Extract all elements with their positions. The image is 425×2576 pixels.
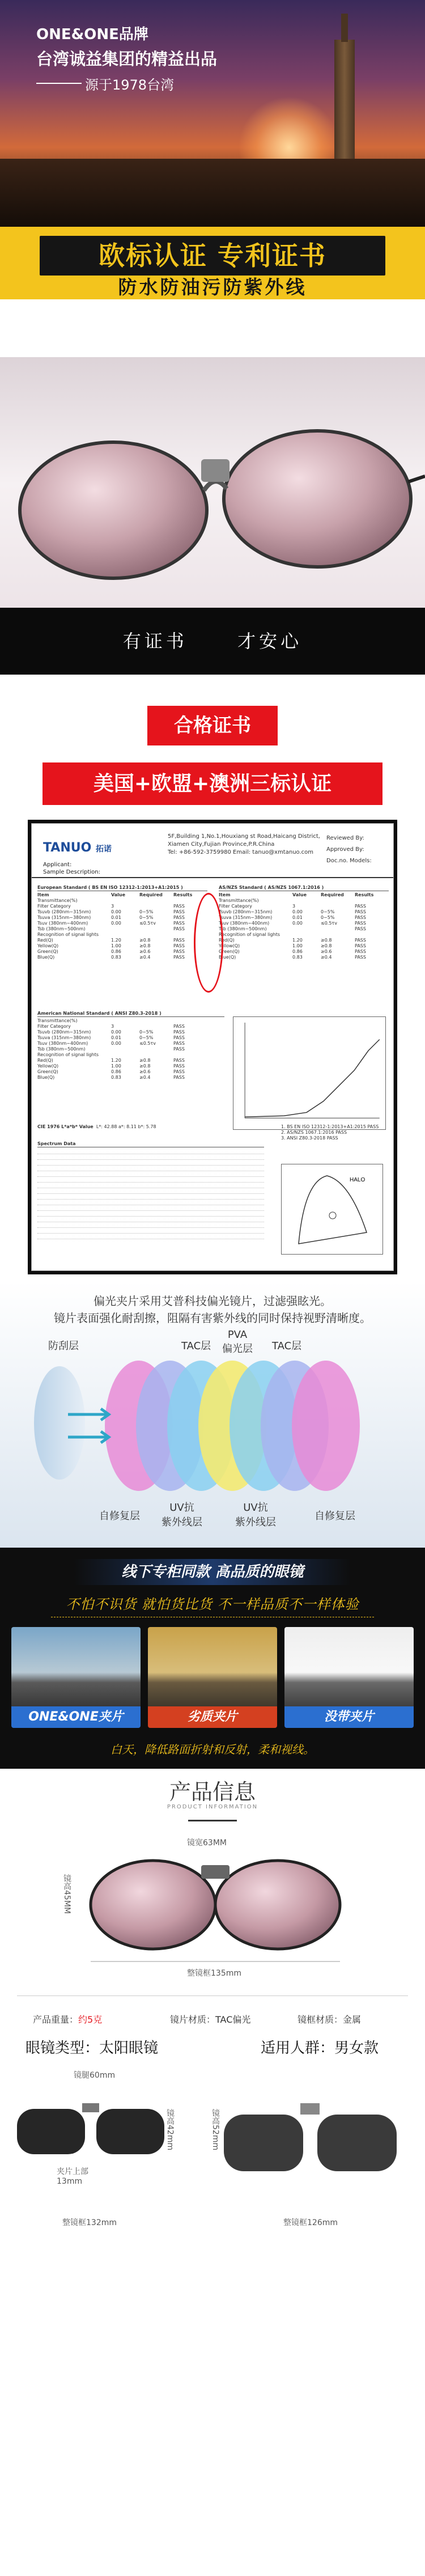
- company-address: 5F,Building 1,No.1,Houxiang st Road,Haicang District, Xiamen City,Fujian Province,P.R.China Tel: +86-592-3759980 Email: tanuo@xmtanuo.com: [168, 833, 320, 855]
- report-cell: 1.00: [111, 943, 121, 948]
- report-row: [219, 915, 389, 921]
- report-row: [37, 932, 207, 938]
- report-cell: 0~5%: [321, 909, 335, 914]
- report-cell: Tsb (380nm~500nm): [37, 926, 86, 931]
- banner-title: 欧标认证 专利证书: [98, 240, 326, 271]
- compare-card-none: [284, 1627, 414, 1728]
- report-cell: 0.00: [292, 921, 303, 926]
- report-cell: PASS: [173, 904, 185, 909]
- report-cell: PASS: [173, 1046, 185, 1052]
- spectrum-row: [37, 1166, 264, 1171]
- brand-line: ONE&ONE品牌: [36, 26, 148, 43]
- report-cell: ≤0.5τv: [139, 1041, 156, 1046]
- dim-lens-width: 镜宽63MM: [187, 1838, 227, 1848]
- report-cell: 0.01: [111, 1035, 121, 1040]
- compare-card-inferior: [148, 1627, 277, 1728]
- report-row: [37, 915, 207, 921]
- glasses-type: 眼镜类型：太阳眼镜: [26, 2040, 159, 2057]
- report-cell: [139, 1024, 173, 1029]
- spectrum-row: [37, 1228, 264, 1234]
- report-cell: Tsuvb (280nm~315nm): [37, 1029, 91, 1035]
- banner-subtitle: 防水防油污防紫外线: [118, 276, 307, 298]
- hero-banner: [0, 0, 425, 227]
- report-cell: PASS: [355, 943, 366, 948]
- test-report-document: [31, 823, 394, 1271]
- spectrum-row: [37, 1217, 264, 1222]
- dim-clip-top: 夹片上部 13mm: [57, 2167, 88, 2186]
- report-row: [37, 1046, 224, 1052]
- report-cell: Blue(Q): [37, 955, 55, 960]
- spectrum-row: [37, 1177, 264, 1183]
- report-cell: Red(Q): [37, 938, 53, 943]
- dim-frame-left: 整镜框132mm: [62, 2218, 117, 2227]
- hero-origin: 源于1978台湾: [85, 77, 175, 93]
- light-arrows-icon: [68, 1406, 119, 1446]
- report-cell: Red(Q): [219, 938, 235, 943]
- report-cell: [139, 1046, 173, 1052]
- report-cell: ≥0.8: [139, 1058, 151, 1063]
- report-row: [219, 932, 389, 938]
- report-cell: Transmittance(%): [37, 898, 78, 903]
- report-cell: [139, 926, 173, 932]
- report-cell: PASS: [173, 938, 185, 943]
- report-cell: Yellow(Q): [37, 1064, 59, 1069]
- report-cell: Filter Category: [37, 904, 71, 909]
- report-cell: 0~5%: [321, 915, 335, 920]
- spectrum-row: [37, 1211, 264, 1217]
- origin-divider: [36, 83, 82, 84]
- report-cell: [321, 932, 355, 938]
- report-cell: PASS: [355, 921, 366, 926]
- report-cell: Tsuvb (280nm~315nm): [37, 909, 91, 914]
- report-row: [219, 938, 389, 943]
- report-cell: [111, 1046, 139, 1052]
- eu-rows: [37, 898, 207, 960]
- spectrum-row: [37, 1222, 264, 1228]
- report-cell: PASS: [173, 1024, 185, 1029]
- layers-description: 偏光夹片采用艾普科技偏光镜片，过滤强眩光。 镜片表面强化耐刮擦，阻隔有害紫外线的同时保持视野清晰度。: [54, 1294, 371, 1325]
- standards-banner: 美国+欧盟+澳洲三标认证: [93, 772, 332, 795]
- report-cell: ≥0.8: [139, 943, 151, 948]
- dim-full-frame: 整镜框135mm: [187, 1969, 241, 1978]
- photo-caption: [0, 608, 425, 675]
- spectrum-table: Spectrum Data: [37, 1141, 264, 1239]
- spectrum-row: [37, 1234, 264, 1239]
- cie-diagram: [281, 1164, 383, 1255]
- compare-card-oneone: [11, 1627, 141, 1728]
- frame-material: 镜框材质：金属: [298, 2014, 362, 2025]
- report-cell: 0.86: [111, 1069, 121, 1074]
- compare-title: 线下专柜同款 高品质的眼镜: [74, 1559, 351, 1585]
- label-tac-2: TAC层: [272, 1340, 302, 1352]
- report-cell: PASS: [355, 949, 366, 954]
- lens-layers-section: [0, 1281, 425, 1548]
- report-row: [37, 904, 207, 909]
- report-cell: PASS: [173, 921, 185, 926]
- report-cell: Transmittance(%): [219, 898, 259, 903]
- report-row: [37, 1018, 224, 1024]
- title-underline: [188, 1820, 237, 1821]
- report-cell: [292, 932, 321, 938]
- report-cell: 1.20: [292, 938, 303, 943]
- report-cell: 3: [111, 1024, 114, 1029]
- report-cell: PASS: [173, 1069, 185, 1074]
- report-cell: 0.01: [292, 915, 303, 920]
- self-repair-layer-2: [292, 1361, 360, 1491]
- report-row: [37, 1041, 224, 1046]
- report-cell: ≥0.8: [321, 943, 332, 948]
- compare-subtitle: 不怕不识货 就怕货比货 不一样品质不一样体验: [66, 1596, 359, 1612]
- report-cell: 0.83: [111, 1075, 121, 1080]
- report-cell: Tsuva (315nm~380nm): [37, 1035, 91, 1040]
- report-cell: ≥0.4: [139, 955, 151, 960]
- report-cell: Blue(Q): [37, 1075, 55, 1080]
- front-view-sunglasses-image: [79, 1854, 351, 1967]
- report-row: [37, 1069, 224, 1075]
- label-self-repair-1: 自修复层: [99, 1510, 140, 1522]
- report-cell: 0.86: [292, 949, 303, 954]
- report-cell: [355, 898, 383, 904]
- standard-list: 1. BS EN ISO 12312-1:2013+A1:2015 PASS 2. AS/NZS 1067.1:2016 PASS 3. ANSI Z80.3-2018 PASS: [281, 1124, 379, 1141]
- report-cell: PASS: [355, 904, 366, 909]
- spectrum-row: [37, 1200, 264, 1205]
- cert-banner: [0, 227, 425, 357]
- company-logo: TANUO 拓诺: [43, 841, 112, 855]
- product-photo: [0, 357, 425, 675]
- report-cell: Filter Category: [219, 904, 252, 909]
- report-cell: Recognition of signal lights: [37, 932, 99, 937]
- report-cell: ≥0.8: [139, 1064, 151, 1069]
- report-cell: Tsuv (380nm~400nm): [219, 921, 270, 926]
- report-cell: PASS: [173, 955, 185, 960]
- report-cell: Green(Q): [219, 949, 240, 954]
- label-tac-1: TAC层: [181, 1340, 211, 1352]
- report-cell: ≥0.6: [321, 949, 332, 954]
- target-audience: 适用人群：男女款: [261, 2040, 379, 2057]
- report-cell: PASS: [173, 943, 185, 948]
- product-info-subtitle: PRODUCT INFORMATION: [167, 1804, 258, 1810]
- label-self-repair-2: 自修复层: [314, 1510, 355, 1522]
- product-info-title: 产品信息: [169, 1780, 256, 1804]
- report-cell: PASS: [173, 1035, 185, 1040]
- cie-line: CIE 1976 L*a*b* Value L*: 42.88 a*: 8.11 b*: 5.78: [37, 1124, 156, 1129]
- report-cell: PASS: [355, 955, 366, 960]
- report-cell: 0.00: [111, 1029, 121, 1035]
- city-skyline: [0, 159, 425, 227]
- report-cell: PASS: [173, 949, 185, 954]
- caption-right: 才安心: [237, 630, 303, 652]
- report-cell: Tsb (380nm~500nm): [37, 1046, 86, 1052]
- report-cell: Tsuvb (280nm~315nm): [219, 909, 273, 914]
- report-cell: PASS: [173, 1041, 185, 1046]
- report-cell: [111, 898, 139, 904]
- report-cell: [321, 926, 355, 932]
- applicant-block: Applicant: Sample Description:: [43, 862, 100, 875]
- spectrum-row: [37, 1160, 264, 1166]
- eu-standard-table: European Standard ( BS EN ISO 12312-1:2013+A1:2015 ) Item Value Required Results Transmittance(%) Filter Category 3 PASS Tsuvb (280nm~315nm) 0.00 0~5% PASS Tsuva (315nm~380nm) 0.01 0~5% PASS Tsuv (380nm~400nm) 0.00 ≤0.5τv PASS Tsb (380nm~500nm) PASS Recognition of signal lights Red(Q) 1.20 ≥0.8 PASS Yellow(Q) 1.00 ≥0.8 PASS Green(Q) 0.86 ≥0.6 PASS Blue(Q) 0.83 ≥0.4 PASS: [37, 885, 207, 960]
- report-cell: [139, 904, 173, 909]
- spectrum-row: [37, 1205, 264, 1211]
- report-cell: ≤0.5τv: [139, 921, 156, 926]
- report-cell: [139, 932, 173, 938]
- compare-label-inferior: 劣质夹片: [148, 1706, 277, 1728]
- report-cell: PASS: [173, 1058, 185, 1063]
- report-row: [37, 1064, 224, 1069]
- report-cell: 0.00: [111, 921, 121, 926]
- report-cell: ≥0.4: [139, 1075, 151, 1080]
- report-cell: [111, 932, 139, 938]
- approval-block: Reviewed By: Approved By: Doc.no. Models:: [326, 835, 372, 864]
- compare-label-oneone: ONE&ONE夹片: [11, 1706, 141, 1728]
- report-header: [32, 824, 393, 878]
- report-cell: 0~5%: [139, 1035, 154, 1040]
- certificate-section: [0, 675, 425, 1281]
- report-cell: [139, 898, 173, 904]
- report-cell: ≥0.8: [321, 938, 332, 943]
- report-row: [37, 926, 207, 932]
- dim-lens-height-left: 镜高42mm: [165, 2109, 175, 2151]
- report-cell: 0.00: [292, 909, 303, 914]
- report-cell: [111, 1018, 139, 1024]
- report-cell: Tsuv (380nm~400nm): [37, 1041, 88, 1046]
- dim-lens-height: 镜高45MM: [62, 1874, 71, 1914]
- report-row: [37, 1035, 224, 1041]
- report-cell: Recognition of signal lights: [219, 932, 280, 937]
- dim-temple: 镜腿60mm: [74, 2071, 116, 2080]
- report-cell: Yellow(Q): [37, 943, 59, 948]
- us-standard-table: American National Standard ( ANSI Z80.3-2018 ) Transmittance(%) Filter Category 3 PASS Tsuvb (280nm~315nm) 0.00 0~5% PASS Tsuva (315nm~380nm) 0.01 0~5% PASS Tsuv (380nm~400nm) 0.00 ≤0.5τv PASS Tsb (380nm~500nm) PASS Recognition of signal lights Red(Q) 1.20 ≥0.8 PASS Yellow(Q) 1.00 ≥0.8 PASS Green(Q) 0.86 ≥0.6 PASS Blue(Q) 0.83 ≥0.4 PASS: [37, 1011, 224, 1081]
- report-row: [219, 921, 389, 926]
- report-row: [37, 943, 207, 949]
- report-row: [219, 904, 389, 909]
- report-cell: 3: [111, 904, 114, 909]
- report-cell: [111, 1052, 139, 1058]
- report-row: [37, 949, 207, 955]
- spectrum-row: [37, 1194, 264, 1200]
- report-cell: Tsuv (380nm~400nm): [37, 921, 88, 926]
- cert-badge: 合格证书: [174, 714, 251, 737]
- report-cell: ≥0.8: [139, 938, 151, 943]
- report-row: [219, 898, 389, 904]
- spectrum-row: [37, 1188, 264, 1194]
- report-cell: Filter Category: [37, 1024, 71, 1029]
- report-cell: Tsb (380nm~500nm): [219, 926, 267, 931]
- product-info-section: [0, 1769, 425, 2236]
- caption-left: 有证书: [122, 630, 188, 652]
- spectrum-grid: [37, 1149, 264, 1239]
- halo-label: HALO: [350, 1177, 366, 1183]
- report-cell: 0~5%: [139, 1029, 154, 1035]
- compare-label-none: 没带夹片: [284, 1706, 414, 1728]
- report-row: [219, 949, 389, 955]
- report-cell: PASS: [355, 926, 366, 931]
- report-cell: 0~5%: [139, 915, 154, 920]
- report-cell: Tsuva (315nm~380nm): [37, 915, 91, 920]
- report-row: [37, 1052, 224, 1058]
- transmittance-graph: [233, 1016, 386, 1130]
- report-cell: PASS: [173, 915, 185, 920]
- report-cell: 1.00: [292, 943, 303, 948]
- dim-frame-right: 整镜框126mm: [283, 2218, 338, 2227]
- report-cell: Green(Q): [37, 1069, 58, 1074]
- au-standard-table: AS/NZS Standard ( AS/NZS 1067.1:2016 ) Item Value Required Results Transmittance(%) Filter Category 3 PASS Tsuvb (280nm~315nm) 0.00 0~5% PASS Tsuva (315nm~380nm) 0.01 0~5% PASS Tsuv (380nm~400nm) 0.00 ≤0.5τv PASS Tsb (380nm~500nm) PASS Recognition of signal lights Red(Q) 1.20 ≥0.8 PASS Yellow(Q) 1.00 ≥0.8 PASS Green(Q) 0.86 ≥0.6 PASS Blue(Q) 0.83 ≥0.4 PASS: [219, 885, 389, 960]
- report-cell: 0.83: [292, 955, 303, 960]
- report-cell: 1.20: [111, 1058, 121, 1063]
- report-cell: PASS: [173, 1029, 185, 1035]
- report-cell: [173, 898, 202, 904]
- report-cell: PASS: [355, 909, 366, 914]
- info-divider: [17, 1995, 408, 1996]
- report-cell: Blue(Q): [219, 955, 236, 960]
- hero-headline: 台湾诚益集团的精益出品: [36, 49, 218, 69]
- report-cell: Recognition of signal lights: [37, 1052, 99, 1057]
- report-cell: [173, 1018, 202, 1024]
- report-cell: [292, 926, 321, 932]
- dim-lens-height-right: 镜高52mm: [211, 2109, 220, 2151]
- report-row: [37, 898, 207, 904]
- report-cell: [139, 1018, 173, 1024]
- report-cell: 0~5%: [139, 909, 154, 914]
- report-cell: Yellow(Q): [219, 943, 240, 948]
- report-cell: 1.00: [111, 1064, 121, 1069]
- report-cell: PASS: [355, 915, 366, 920]
- us-rows: [37, 1018, 224, 1081]
- report-row: [37, 1058, 224, 1064]
- report-row: [37, 1024, 224, 1029]
- weight-info: 产品重量：约5克: [33, 2014, 103, 2025]
- report-cell: [139, 1052, 173, 1058]
- report-row: [37, 921, 207, 926]
- report-cell: Transmittance(%): [37, 1018, 78, 1023]
- report-row: [219, 909, 389, 915]
- report-cell: [321, 898, 355, 904]
- report-cell: Green(Q): [37, 949, 58, 954]
- report-cell: 0.86: [111, 949, 121, 954]
- report-cell: [173, 1052, 202, 1058]
- spectrum-row: [37, 1154, 264, 1160]
- report-row: [37, 938, 207, 943]
- report-cell: 0.00: [111, 1041, 121, 1046]
- report-cell: [292, 898, 321, 904]
- report-cell: PASS: [173, 909, 185, 914]
- spectrum-row: [37, 1171, 264, 1177]
- report-row: [219, 955, 389, 960]
- report-cell: ≥0.6: [139, 949, 151, 954]
- au-rows: [219, 898, 389, 960]
- report-row: [219, 926, 389, 932]
- comparison-section: [0, 1548, 425, 1769]
- clip-left-image: [11, 2086, 170, 2200]
- report-row: [37, 1075, 224, 1081]
- report-cell: Tsuva (315nm~380nm): [219, 915, 273, 920]
- label-anti-scratch: 防刮层: [48, 1340, 79, 1352]
- report-cell: [355, 932, 383, 938]
- compare-footer: 白天，降低路面折射和反射，柔和视线。: [110, 1743, 314, 1756]
- report-cell: [111, 926, 139, 932]
- lens-material: 镜片材质：TAC偏光: [170, 2014, 251, 2025]
- label-uv-1: UV抗 紫外线层: [162, 1502, 202, 1528]
- report-cell: 0.83: [111, 955, 121, 960]
- clip-right-image: [221, 2086, 402, 2200]
- report-cell: [321, 904, 355, 909]
- spectrum-row: [37, 1149, 264, 1154]
- clip-on-sunglasses-image: [0, 357, 425, 608]
- label-pva: PVA 偏光层: [222, 1329, 253, 1355]
- label-uv-2: UV抗 紫外线层: [235, 1502, 276, 1528]
- report-cell: 3: [292, 904, 296, 909]
- highlight-circle: [194, 893, 223, 993]
- report-cell: ≥0.6: [139, 1069, 151, 1074]
- report-cell: PASS: [173, 1075, 185, 1080]
- report-cell: Red(Q): [37, 1058, 53, 1063]
- report-cell: 0.00: [111, 909, 121, 914]
- report-cell: 0.01: [111, 915, 121, 920]
- report-cell: 1.20: [111, 938, 121, 943]
- report-cell: PASS: [173, 926, 185, 931]
- report-cell: ≤0.5τv: [321, 921, 337, 926]
- report-row: [37, 1029, 224, 1035]
- report-cell: ≥0.4: [321, 955, 332, 960]
- report-cell: PASS: [355, 938, 366, 943]
- report-row: [219, 943, 389, 949]
- report-row: [37, 955, 207, 960]
- report-cell: PASS: [173, 1064, 185, 1069]
- report-row: [37, 909, 207, 915]
- spectrum-row: [37, 1183, 264, 1188]
